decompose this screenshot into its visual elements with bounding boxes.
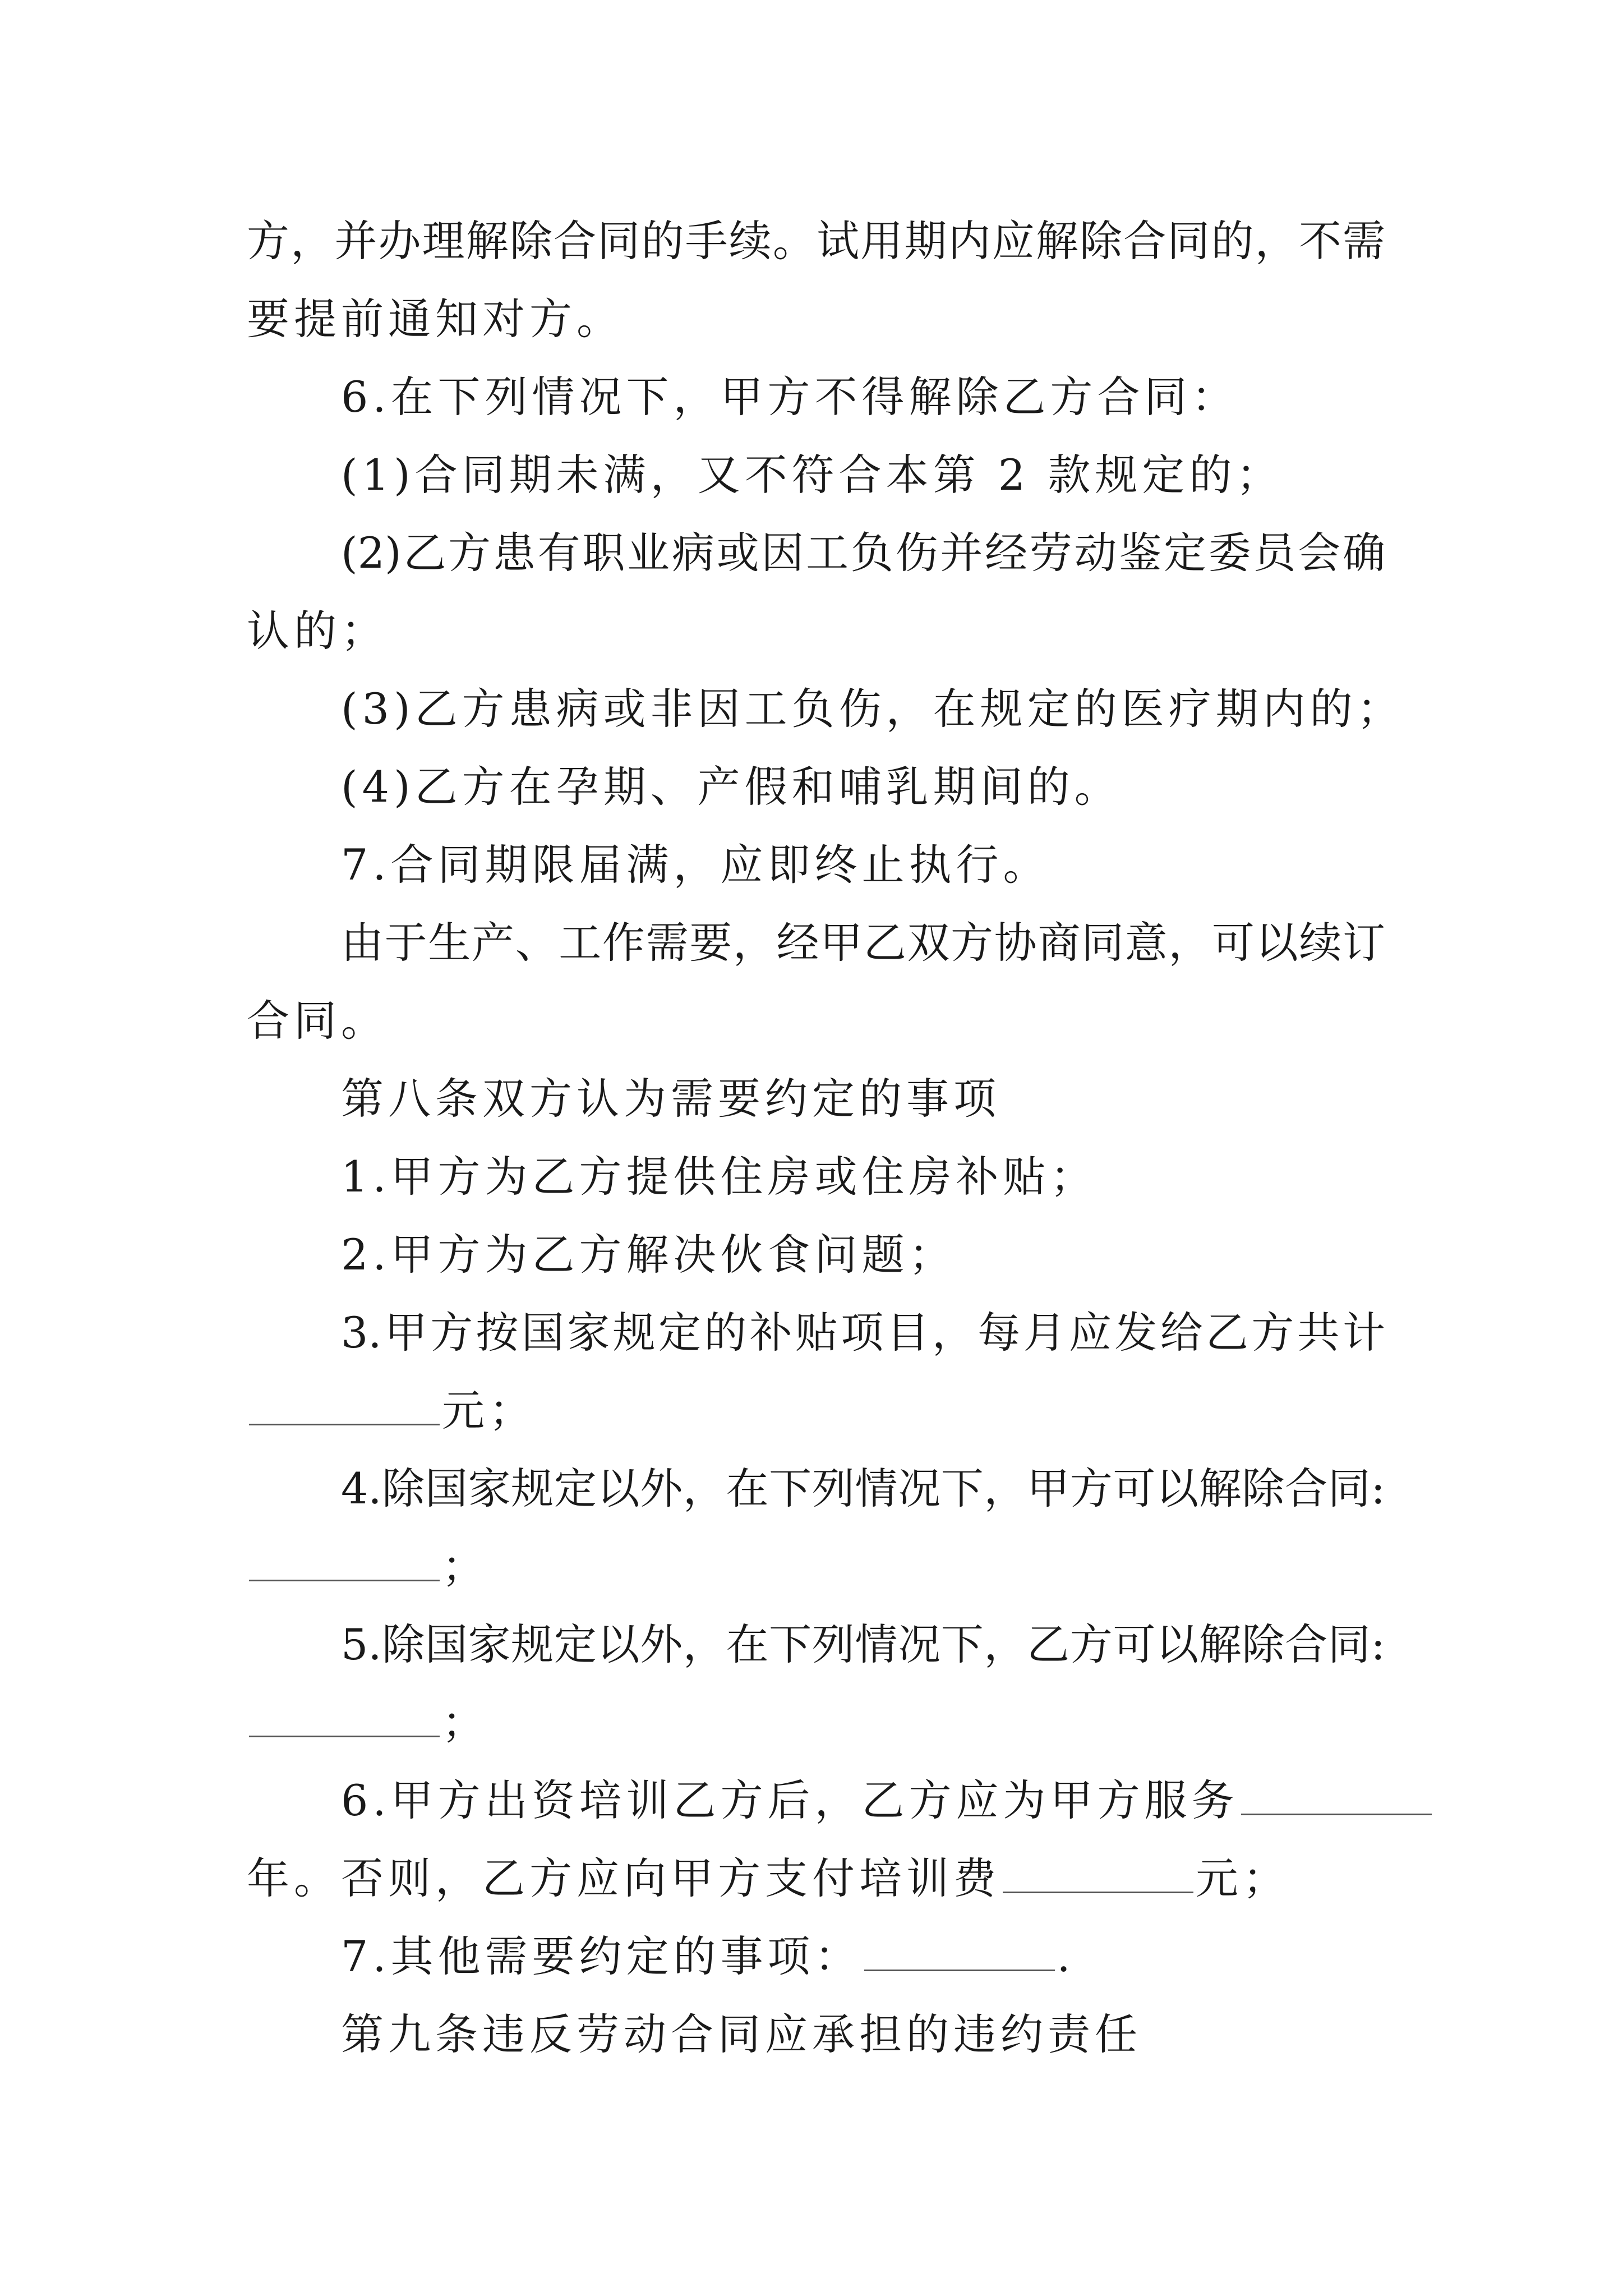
text-line xyxy=(247,1839,1385,1917)
text-line: (1)合同期未满，又不符合本第 2 款规定的； xyxy=(341,450,1284,500)
section-heading: 第九条违反劳动合同应承担的违约责任 xyxy=(341,2009,1142,2059)
text-line xyxy=(247,1372,1385,1450)
text-line: 5.除国家规定以外，在下列情况下，乙方可以解除合同: xyxy=(341,1619,1385,1669)
text-fragment: ； xyxy=(442,1542,489,1591)
text-line: 6.在下列情况下，甲方不得解除乙方合同： xyxy=(341,372,1239,422)
text-line: 2.甲方为乙方解决伙食问题； xyxy=(341,1230,956,1280)
text-fragment: 7.其他需要约定的事项： xyxy=(341,1931,862,1981)
fill-blank xyxy=(249,1384,440,1425)
text-line: 7.合同期限届满，应即终止执行。 xyxy=(341,840,1050,890)
text-line: 1.甲方为乙方提供住房或住房补贴； xyxy=(341,1152,1098,1202)
text-fragment: . xyxy=(1057,1931,1075,1981)
text-fragment: 元； xyxy=(1196,1853,1290,1903)
text-line xyxy=(247,1917,1385,1995)
text-fragment: 年。否则，乙方应向甲方支付培训费 xyxy=(247,1853,1000,1903)
fill-blank xyxy=(1241,1774,1432,1815)
fill-blank xyxy=(1003,1852,1193,1893)
text-line xyxy=(247,1683,1385,1761)
section-heading: 第八条双方认为需要约定的事项 xyxy=(341,1074,1000,1124)
text-line: 4.除国家规定以外，在下列情况下，甲方可以解除合同: xyxy=(341,1464,1385,1513)
text-line: 3.甲方按国家规定的补贴项目，每月应发给乙方共计 xyxy=(341,1308,1385,1358)
text-line: 合同。 xyxy=(247,996,388,1046)
text-line: (3)乙方患病或非因工负伤，在规定的医疗期内的； xyxy=(341,684,1404,734)
text-line: 认的； xyxy=(247,606,388,656)
text-fragment: 6.甲方出资培训乙方后，乙方应为甲方服务 xyxy=(341,1775,1239,1825)
text-line xyxy=(247,1761,1385,1839)
text-line: (2)乙方患有职业病或因工负伤并经劳动鉴定委员会确 xyxy=(341,528,1385,578)
fill-blank xyxy=(249,1540,440,1581)
document-body xyxy=(247,202,1404,2073)
text-line xyxy=(247,1527,1385,1605)
fill-blank xyxy=(864,1930,1055,1971)
text-line: 由于生产、工作需要，经甲乙双方协商同意，可以续订 xyxy=(341,918,1385,968)
text-line: 方，并办理解除合同的手续。试用期内应解除合同的，不需 xyxy=(247,216,1385,266)
text-line: (4)乙方在孕期、产假和哺乳期间的。 xyxy=(341,762,1122,812)
text-fragment: ； xyxy=(442,1697,489,1747)
text-line: 要提前通知对方。 xyxy=(247,294,624,344)
text-fragment: 元； xyxy=(442,1386,536,1435)
fill-blank xyxy=(249,1696,440,1737)
